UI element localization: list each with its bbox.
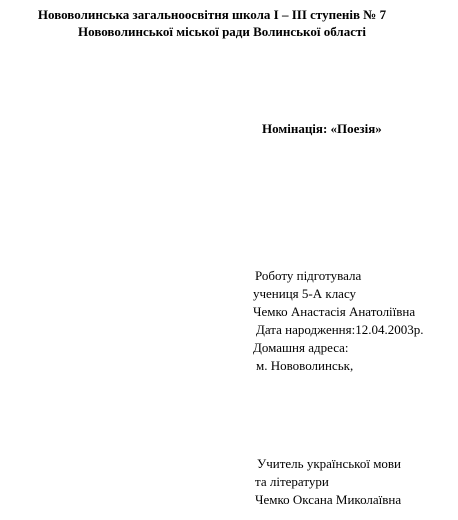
teacher-name: Чемко Оксана Миколаївна [255,492,402,507]
teacher-subject: та літератури [255,474,329,489]
author-prepared-by: Роботу підготувала [255,268,362,283]
author-birth-date: Дата народження:12.04.2003р. [256,322,424,337]
author-class: учениця 5-А класу [253,286,357,301]
nomination-title: Номінація: «Поезія» [262,121,382,136]
author-address-label: Домашня адреса: [253,340,349,355]
school-name-line2: Нововолинської міської ради Волинської області [78,24,366,39]
school-name-line1: Нововолинська загальноосвітня школа І – ІІІ ступенів № 7 [37,7,387,22]
author-name: Чемко Анастасія Анатоліївна [253,304,416,319]
teacher-role: Учитель української мови [257,456,402,471]
author-info-block [253,267,423,375]
school-header [0,6,458,40]
teacher-info-block [255,455,401,509]
author-address-city: м. Нововолинськ, [256,358,354,373]
